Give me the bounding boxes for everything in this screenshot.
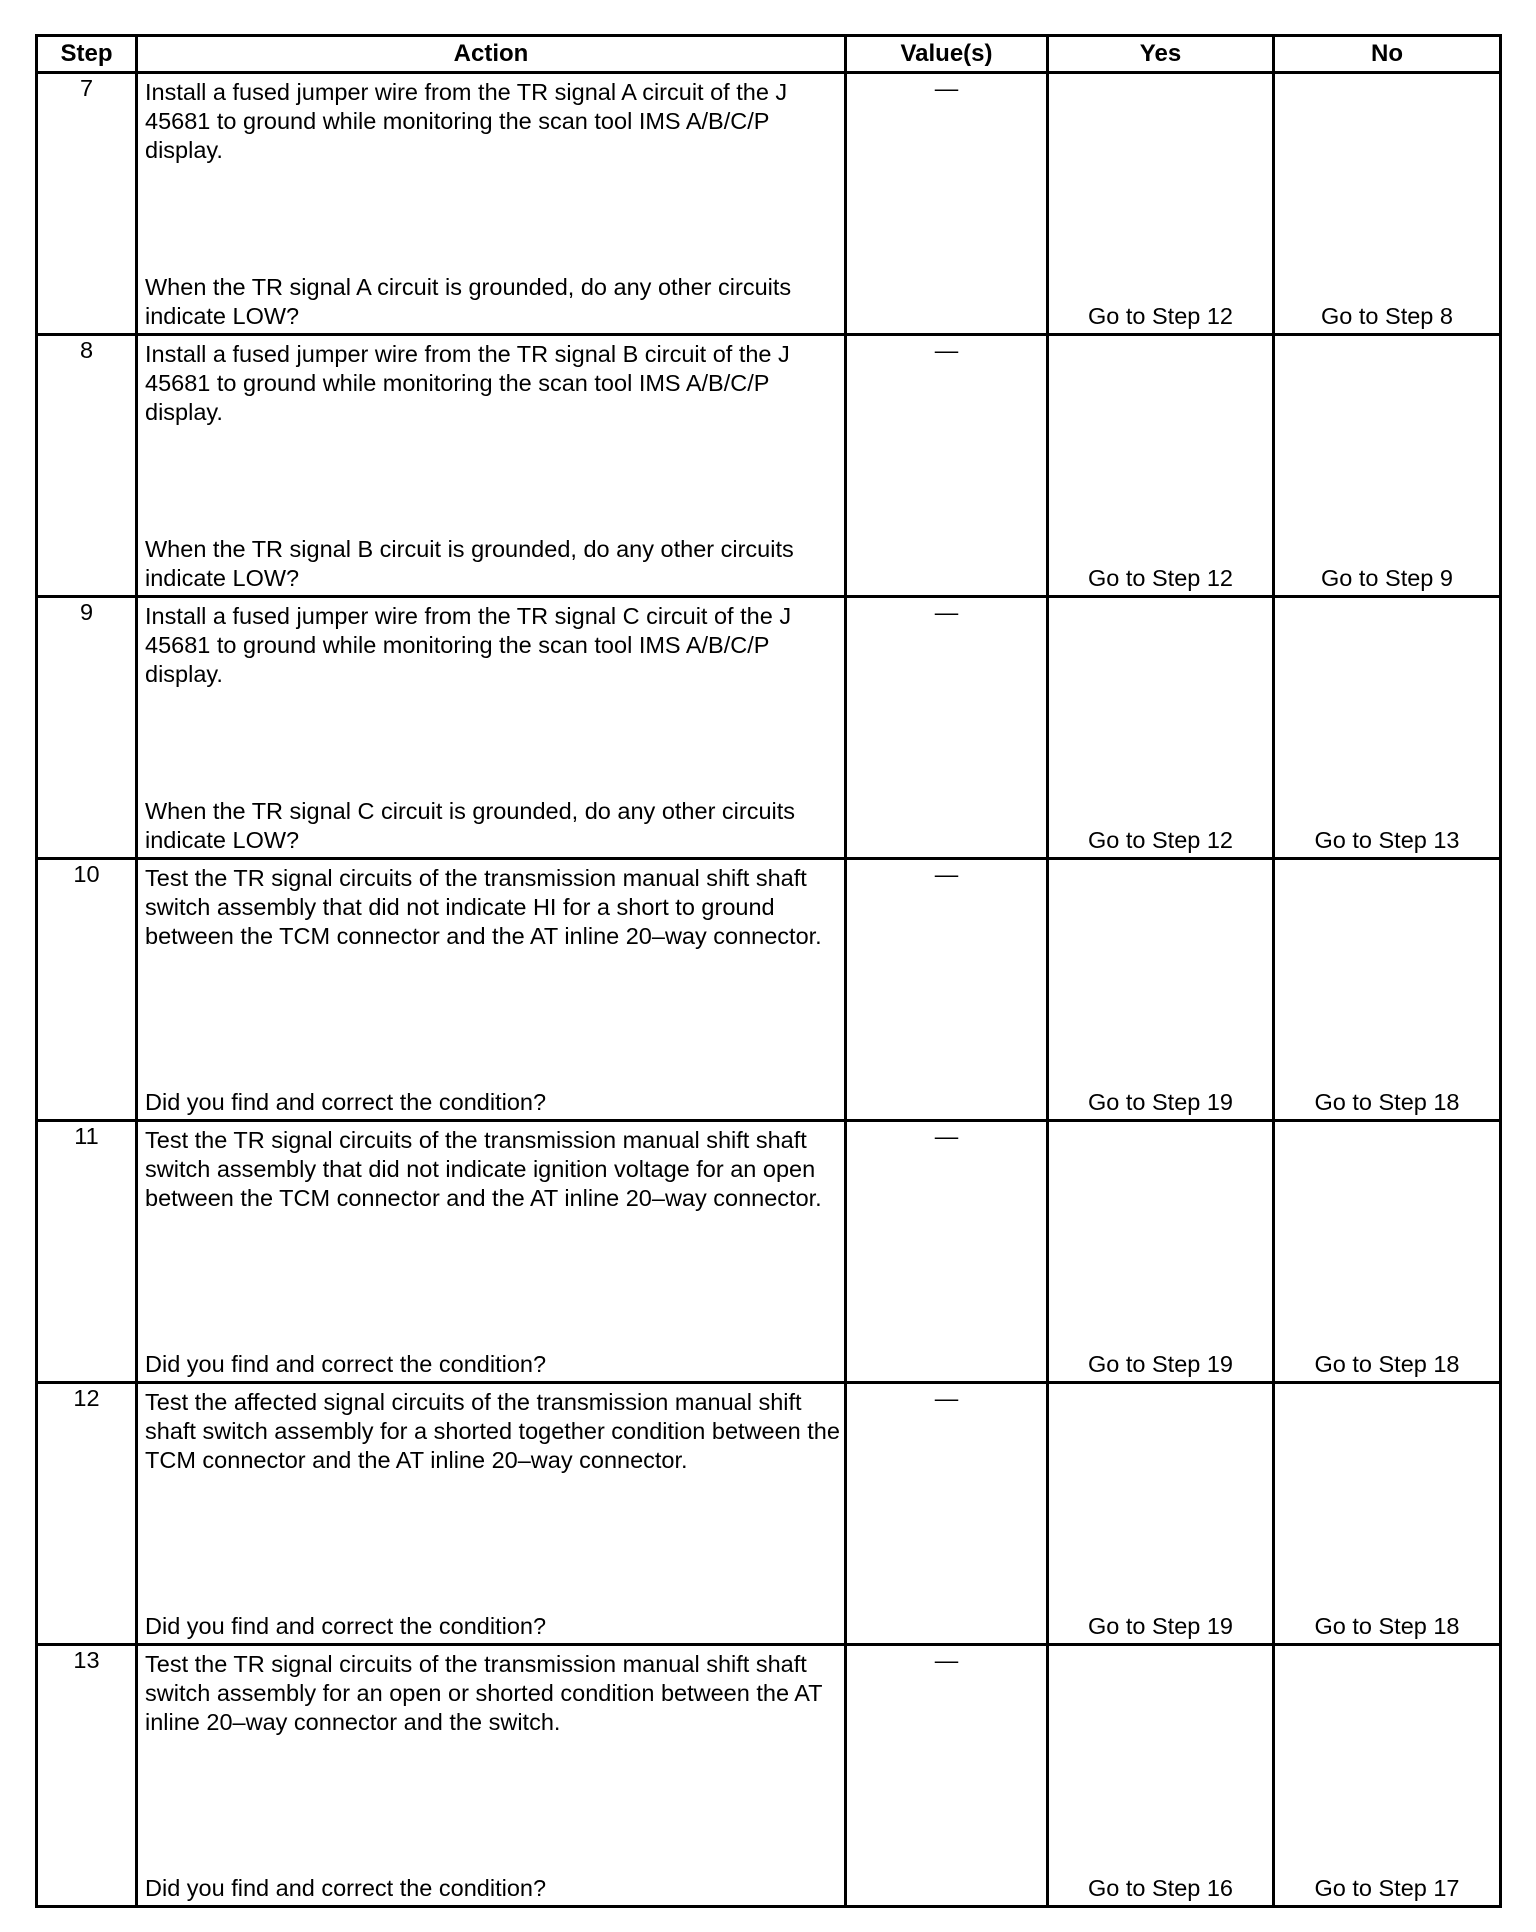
action-question: Did you find and correct the condition? bbox=[145, 1089, 547, 1115]
header-values: Value(s) bbox=[846, 36, 1048, 73]
step-number: 11 bbox=[37, 1121, 137, 1383]
yes-cell bbox=[1048, 73, 1274, 335]
yes-outcome: Go to Step 19 bbox=[1087, 1351, 1234, 1377]
no-outcome: Go to Step 8 bbox=[1321, 303, 1453, 329]
value-cell: — bbox=[846, 859, 1048, 1121]
action-instruction: Test the TR signal circuits of the transmission manual shift shaft switch assembly for an open or shorted condition between the AT inline 20–way connector and the switch. bbox=[145, 1651, 823, 1735]
header-row bbox=[37, 36, 1501, 73]
action-question: When the TR signal C circuit is grounded, do any other circuits indicate LOW? bbox=[145, 798, 796, 853]
action-instruction: Test the affected signal circuits of the transmission manual shift shaft switch assembly for a shorted together condition between the TCM connector and the AT inline 20–way connector. bbox=[145, 1389, 840, 1473]
table-row bbox=[37, 1383, 1501, 1645]
action-question: Did you find and correct the condition? bbox=[145, 1875, 547, 1901]
table-row bbox=[37, 859, 1501, 1121]
value-cell: — bbox=[846, 1121, 1048, 1383]
table-row bbox=[37, 597, 1501, 859]
no-outcome: Go to Step 17 bbox=[1314, 1875, 1460, 1901]
action-question: Did you find and correct the condition? bbox=[145, 1613, 547, 1639]
yes-cell bbox=[1048, 859, 1274, 1121]
value-cell: — bbox=[846, 335, 1048, 597]
no-cell bbox=[1274, 1121, 1501, 1383]
action-cell bbox=[137, 335, 846, 597]
no-cell bbox=[1274, 1645, 1501, 1907]
step-number: 13 bbox=[37, 1645, 137, 1907]
table-row bbox=[37, 1121, 1501, 1383]
no-cell bbox=[1274, 73, 1501, 335]
yes-cell bbox=[1048, 1383, 1274, 1645]
yes-outcome: Go to Step 12 bbox=[1087, 303, 1234, 329]
action-cell bbox=[137, 1121, 846, 1383]
action-question: Did you find and correct the condition? bbox=[145, 1351, 547, 1377]
action-instruction: Install a fused jumper wire from the TR signal C circuit of the J 45681 to ground while monitoring the scan tool IMS A/B/C/P display. bbox=[145, 603, 792, 687]
no-outcome: Go to Step 18 bbox=[1314, 1089, 1460, 1115]
yes-cell bbox=[1048, 1645, 1274, 1907]
yes-cell bbox=[1048, 1121, 1274, 1383]
yes-outcome: Go to Step 19 bbox=[1087, 1089, 1234, 1115]
table-row bbox=[37, 335, 1501, 597]
value-cell: — bbox=[846, 1383, 1048, 1645]
yes-cell bbox=[1048, 335, 1274, 597]
value-cell: — bbox=[846, 73, 1048, 335]
step-number: 8 bbox=[37, 335, 137, 597]
no-outcome: Go to Step 18 bbox=[1314, 1351, 1460, 1377]
action-instruction: Install a fused jumper wire from the TR signal A circuit of the J 45681 to ground while monitoring the scan tool IMS A/B/C/P display. bbox=[145, 79, 788, 163]
action-instruction: Test the TR signal circuits of the transmission manual shift shaft switch assembly that did not indicate ignition voltage for an open between the TCM connector and the AT inline 20–way connector. bbox=[145, 1127, 822, 1211]
action-instruction: Test the TR signal circuits of the transmission manual shift shaft switch assembly that did not indicate HI for a short to ground between the TCM connector and the AT inline 20–way connector. bbox=[145, 865, 822, 949]
yes-outcome: Go to Step 12 bbox=[1087, 827, 1234, 853]
value-cell: — bbox=[846, 1645, 1048, 1907]
header-no: No bbox=[1274, 36, 1501, 73]
header-action: Action bbox=[137, 36, 846, 73]
step-number: 7 bbox=[37, 73, 137, 335]
action-cell bbox=[137, 597, 846, 859]
no-outcome: Go to Step 18 bbox=[1314, 1613, 1460, 1639]
table-row bbox=[37, 1645, 1501, 1907]
action-instruction: Install a fused jumper wire from the TR signal B circuit of the J 45681 to ground while monitoring the scan tool IMS A/B/C/P display. bbox=[145, 341, 790, 425]
yes-cell bbox=[1048, 597, 1274, 859]
table-row bbox=[37, 73, 1501, 335]
no-outcome: Go to Step 9 bbox=[1321, 565, 1453, 591]
action-cell bbox=[137, 1645, 846, 1907]
no-cell bbox=[1274, 1383, 1501, 1645]
no-outcome: Go to Step 13 bbox=[1314, 827, 1460, 853]
header-yes: Yes bbox=[1048, 36, 1274, 73]
action-cell bbox=[137, 859, 846, 1121]
action-cell bbox=[137, 1383, 846, 1645]
no-cell bbox=[1274, 597, 1501, 859]
step-number: 12 bbox=[37, 1383, 137, 1645]
diagnostic-table bbox=[35, 34, 1502, 1908]
yes-outcome: Go to Step 16 bbox=[1087, 1875, 1234, 1901]
step-number: 10 bbox=[37, 859, 137, 1121]
yes-outcome: Go to Step 12 bbox=[1087, 565, 1234, 591]
yes-outcome: Go to Step 19 bbox=[1087, 1613, 1234, 1639]
step-number: 9 bbox=[37, 597, 137, 859]
no-cell bbox=[1274, 859, 1501, 1121]
action-cell bbox=[137, 73, 846, 335]
header-step: Step bbox=[37, 36, 137, 73]
action-question: When the TR signal A circuit is grounded, do any other circuits indicate LOW? bbox=[145, 274, 792, 329]
action-question: When the TR signal B circuit is grounded, do any other circuits indicate LOW? bbox=[145, 536, 794, 591]
no-cell bbox=[1274, 335, 1501, 597]
value-cell: — bbox=[846, 597, 1048, 859]
